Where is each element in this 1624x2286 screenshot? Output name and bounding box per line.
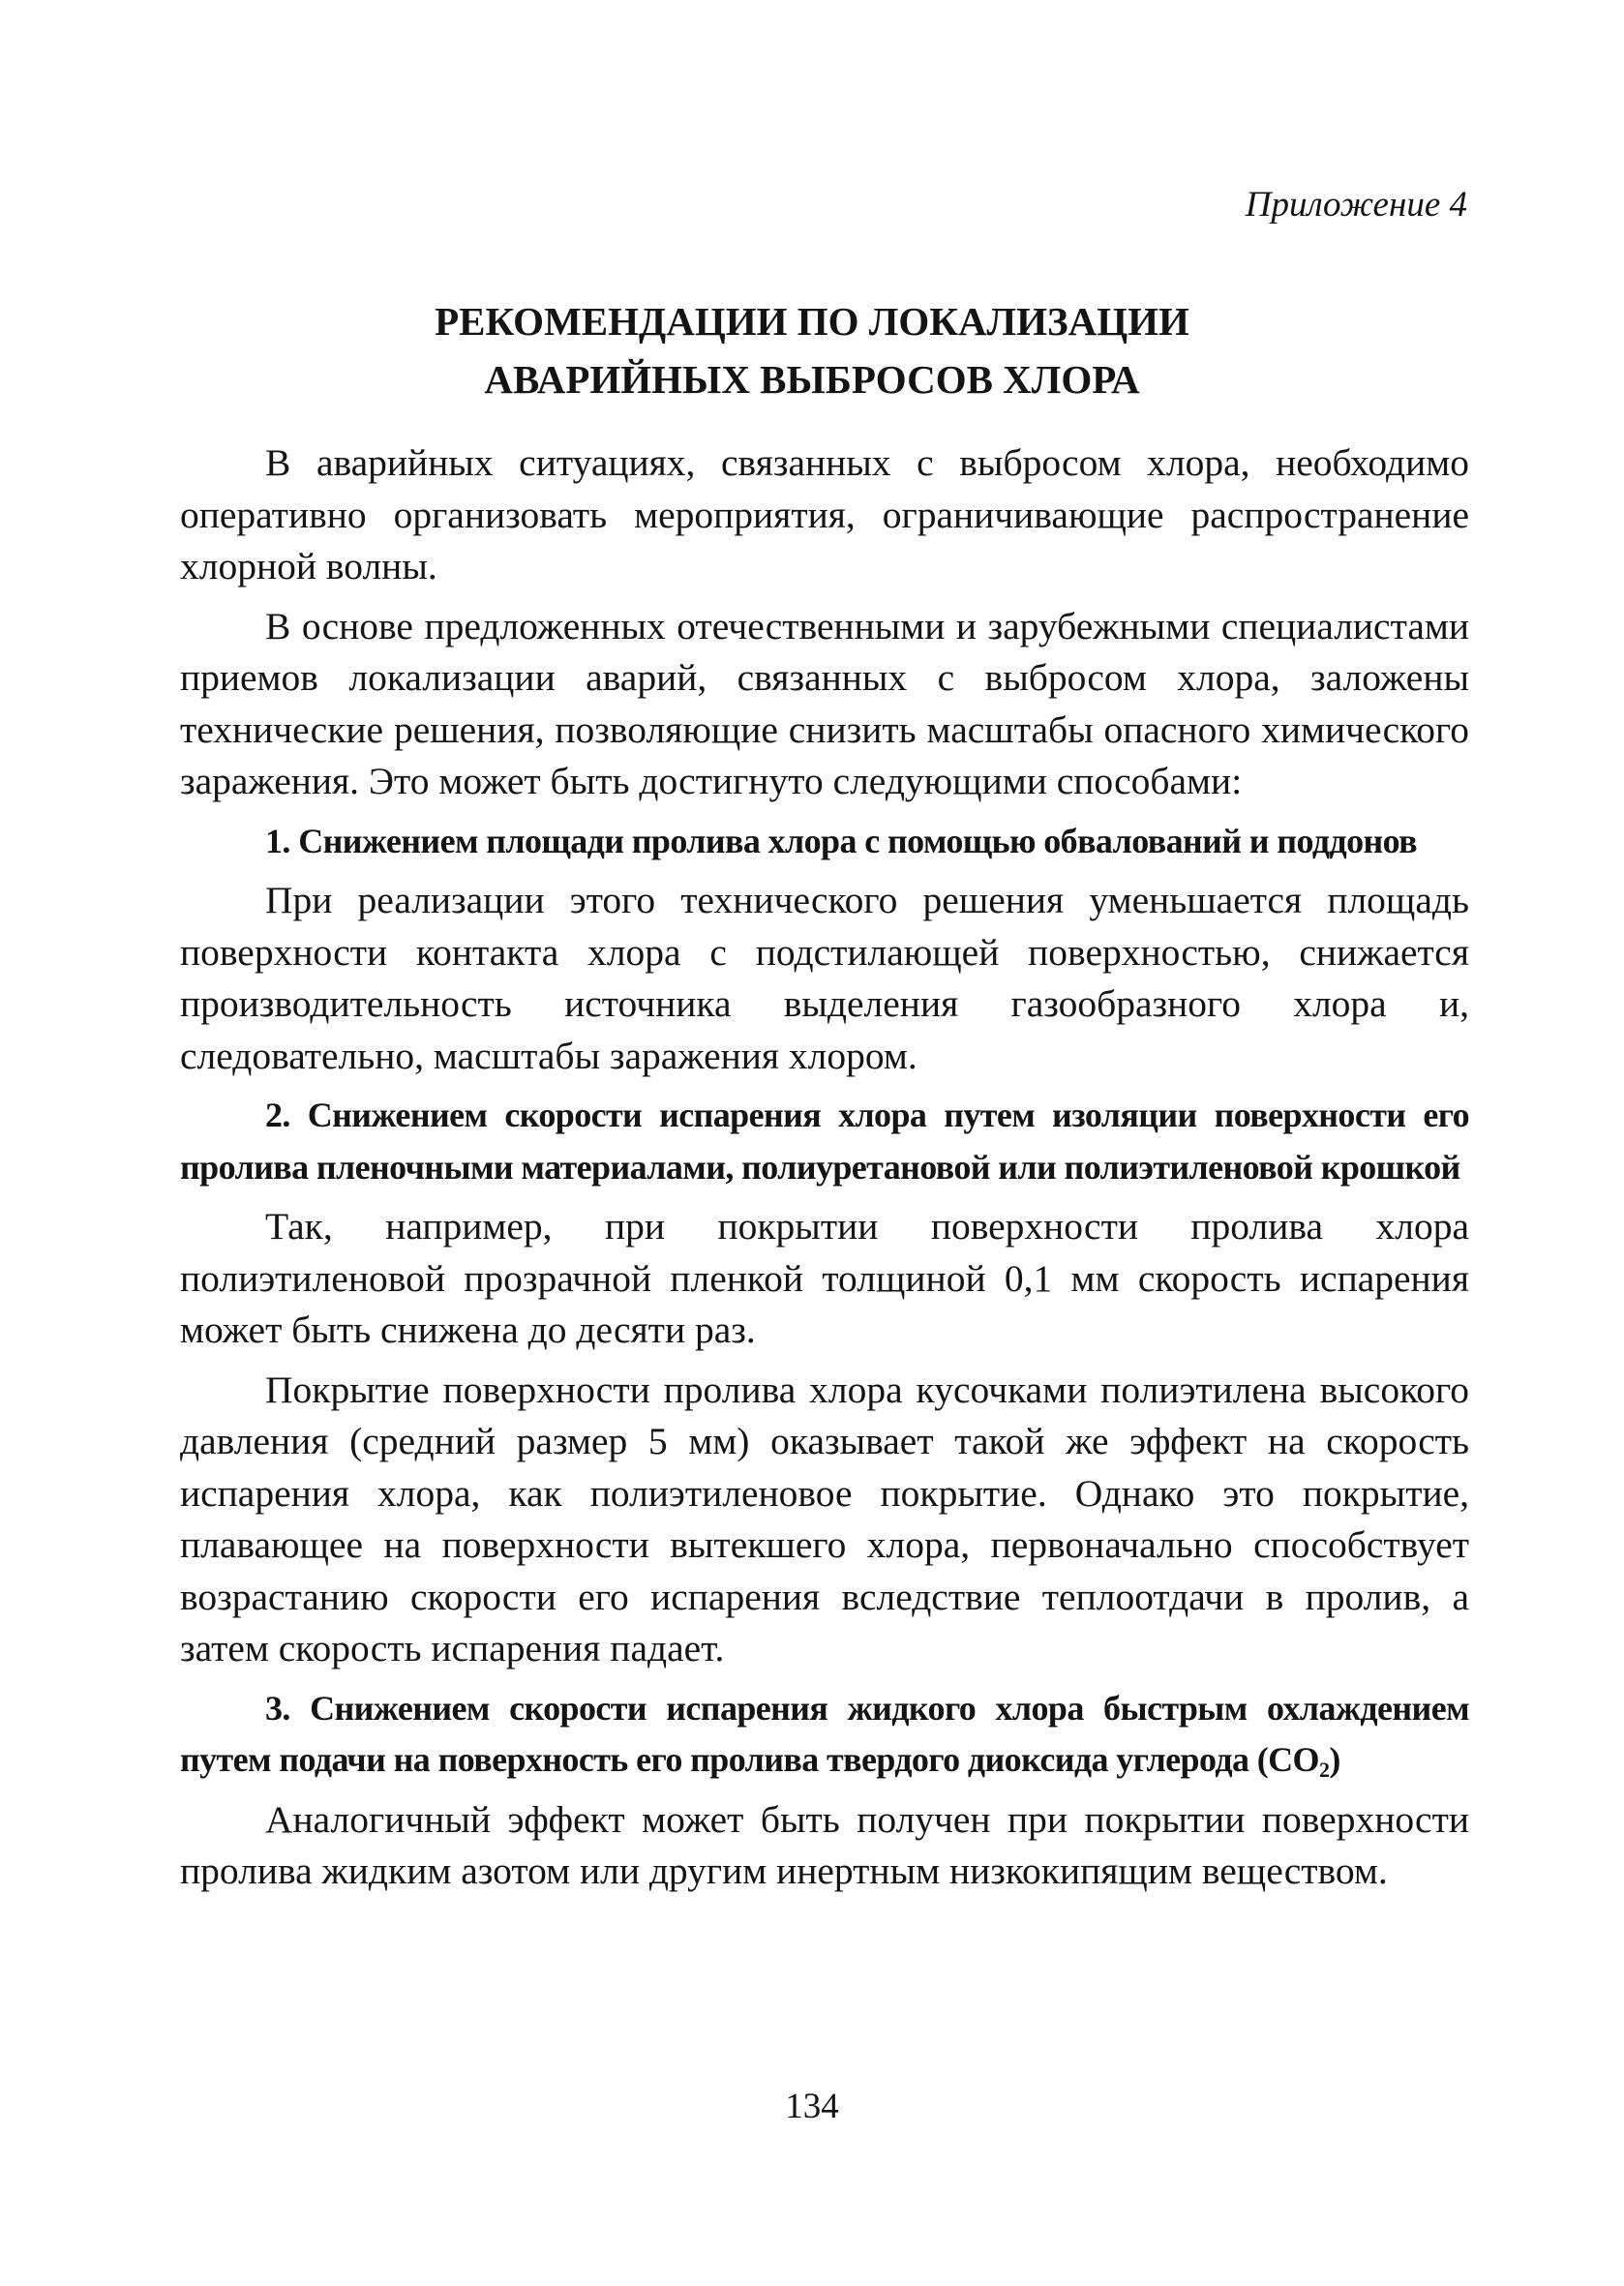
paragraph-method-1: При реализации этого технического решения уменьшается площадь поверхности контакта хлора с подстилающей поверхностью, снижается производительность источника выделения газообразного хлора и, следовательно, масштабы заражения хлором.: [180, 879, 1469, 1077]
page-number: 134: [785, 2087, 839, 2126]
paragraph-methods: В основе предложенных отечественными и зарубежными специалистами приемов локализации аварий, связанных с выбросом хлора, заложены технические решения, позволяющие снизить масштабы опасного химического заражения. Это может быть достигнуто следующими способами:: [180, 604, 1469, 802]
paragraph-method-2-polyethylene: Покрытие поверхности пролива хлора кусочками полиэтилена высокого давления (средний размер 5 мм) оказывает такой же эффект на скорость испарения хлора, как полиэтиленовое покрытие. Однако это покрытие, плавающее на поверхности вытекшего хлора, первоначально способствует возрастанию скорости его испарения вследствие теплоотдачи в пролив, а затем скорость испарения падает.: [180, 1368, 1469, 1669]
method-heading-2: 2. Снижением скорости испарения хлора путем изоляции поверхности его пролива пленочными материалами, полиуретановой или полиэтиленовой крошкой: [180, 1096, 1469, 1187]
body-text: [180, 437, 1469, 1906]
paragraph-method-2-example: Так, например, при покрытии поверхности пролива хлора полиэтиленовой прозрачной пленкой толщиной 0,1 мм скорость испарения может быть снижена до десяти раз.: [180, 1205, 1469, 1351]
paragraph-intro: В аварийных ситуациях, связанных с выбросом хлора, необходимо оперативно организовать мероприятия, ограничивающие распространение хлорной волны.: [180, 441, 1469, 587]
document-title: [0, 292, 1624, 408]
method-heading-3-text: 3. Снижением скорости испарения жидкого хлора быстрым охлаждением путем подачи на поверхность его пролива твердого диоксида углерода (CO: [180, 1688, 1469, 1779]
title-line-2: АВАРИЙНЫХ ВЫБРОСОВ ХЛОРА: [484, 357, 1140, 402]
method-heading-3: [180, 1683, 1469, 1787]
title-line-1: РЕКОМЕНДАЦИИ ПО ЛОКАЛИЗАЦИИ: [435, 299, 1189, 344]
co2-subscript: 2: [1318, 1758, 1330, 1782]
appendix-label: Приложение 4: [1245, 185, 1467, 225]
paragraph-method-3: Аналогичный эффект может быть получен при покрытии поверхности пролива жидким азотом или другим инертным низкокипящим веществом.: [180, 1797, 1469, 1892]
method-heading-3-close: ): [1329, 1740, 1340, 1779]
method-heading-1: 1. Снижением площади пролива хлора с помощью обвалований и поддонов: [265, 821, 1417, 860]
